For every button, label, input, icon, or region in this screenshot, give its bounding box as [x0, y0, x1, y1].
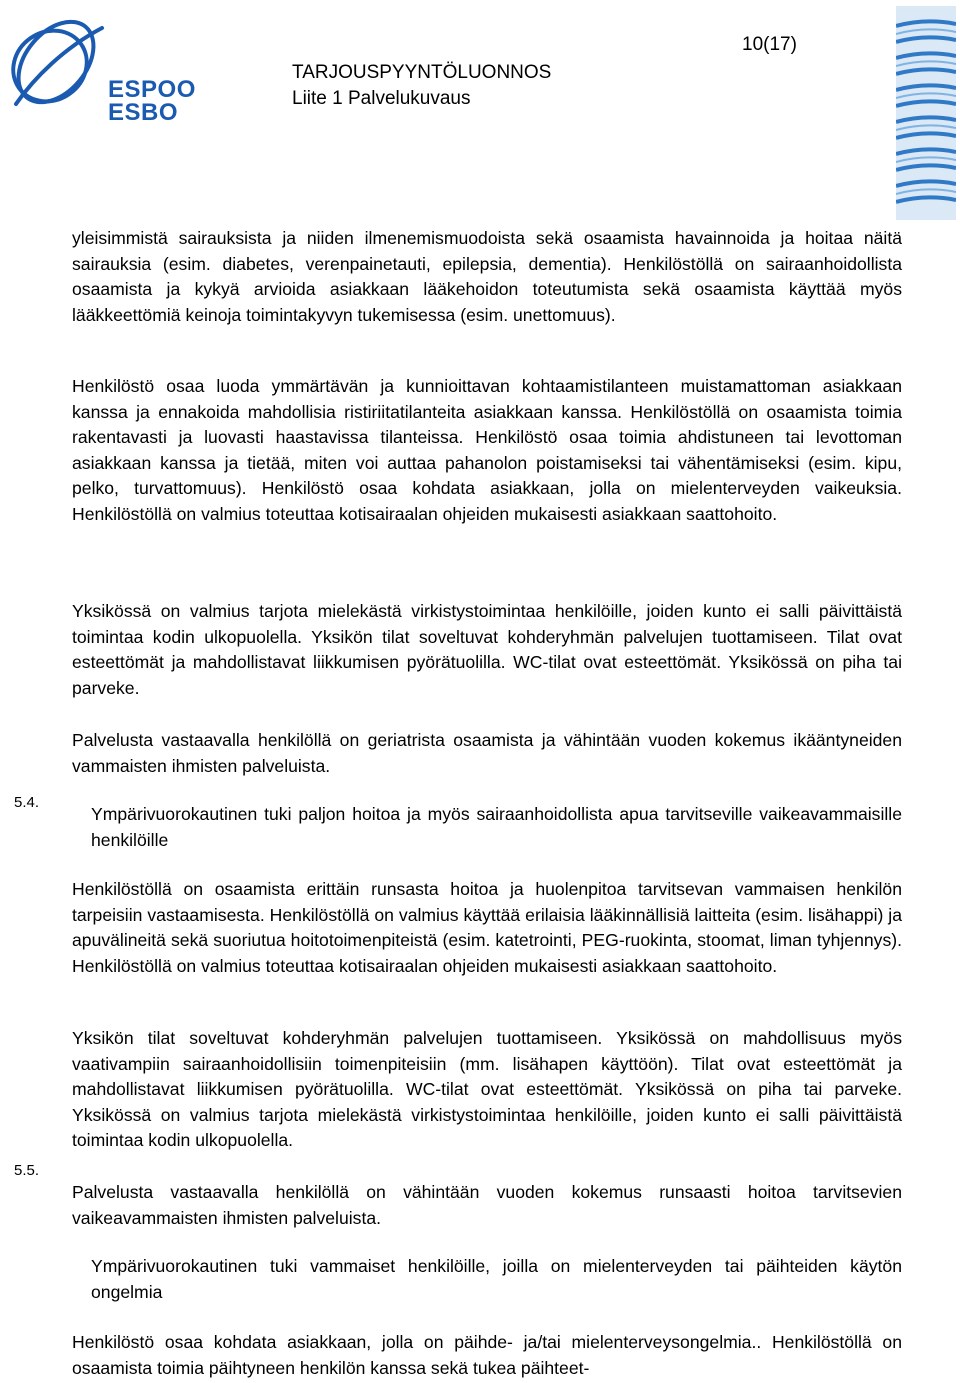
paragraph-7: Palvelusta vastaavalla henkilöllä on vähintään vuoden kokemus runsaasti hoitoa tarvitsevien vaikeavammaisten ihmisten palveluista.: [72, 1182, 902, 1228]
section-number-5-5: 5.5.: [14, 1162, 40, 1179]
paragraph-1: yleisimmistä sairauksista ja niiden ilmenemismuodoista sekä osaamista havainnoida ja hoitaa näitä sairauksia (esim. diabetes, verenpainetauti, epilepsia, dementia). Henkilöstöllä on sairaanhoidollista osaamista ja kykyä arvioida asiakkaan lääkehoidon toteutumista sekä osaamista käyttää myös lääkkeettömiä keinoja toimintakyvyn tukemisessa (esim. unettomuus).: [72, 228, 902, 325]
decorative-wave-stripes-icon: [896, 6, 956, 220]
paragraph-6: Yksikön tilat soveltuvat kohderyhmän palvelujen tuottamiseen. Yksikössä on mahdollisuus myös vaativampiin sairaanhoidollisiin toimenpiteisiin (mm. lisähapen käyttöön). Tilat ovat esteettömät ja mahdollistavat liikkumisen pyörätuolilla. WC-tilat ovat esteettömät. Yksikössä on piha tai parveke. Yksikössä on valmius tarjota mielekästä virkistystoimintaa henkilöille, joiden kunto ei salli päivittäistä toimintaa kodin ulkopuolella.: [72, 1028, 902, 1150]
document-header: [292, 60, 551, 112]
paragraph-4: Palvelusta vastaavalla henkilöllä on geriatrista osaamista ja vähintään vuoden kokemus ikääntyneiden vammaisten ihmisten palveluista.: [72, 730, 902, 776]
section-title-5-5: Ympärivuorokautinen tuki vammaiset henkilöille, joilla on mielenterveyden tai päihteiden käytön ongelmia: [91, 1256, 902, 1302]
document-subtitle: Liite 1 Palvelukuvaus: [292, 88, 471, 109]
section-title-5-4: Ympärivuorokautinen tuki paljon hoitoa ja myös sairaanhoidollista apua tarvitseville vaikeavammaisille henkilöille: [91, 804, 902, 850]
paragraph-2: Henkilöstö osaa luoda ymmärtävän ja kunnioittavan kohtaamistilanteen muistamattoman asiakkaan kanssa ja ennakoida mahdollisia ristiriitatilanteita asiakkaan kanssa. Henkilöstöllä on osaamista toimia rakentavasti ja luovasti haastavissa tilanteissa. Henkilöstö osaa toimia ahdistuneen tai levottoman asiakkaan kanssa ja tietää, miten voi auttaa pahanolon poistamiseksi tai vähentämiseksi (esim. kipu, pelko, turvattomuus). Henkilöstö osaa kohdata asiakkaan, jolla on mielenterveyden vaikeuksia. Henkilöstöllä on valmius toteuttaa kotisairaalan ohjeiden mukaisesti asiakkaan saattohoito.: [72, 376, 902, 524]
paragraph-8: Henkilöstö osaa kohdata asiakkaan, jolla on päihde- ja/tai mielenterveysongelmia.. Henkilöstöllä on osaamista toimia päihtyneen henkilön kanssa sekä tukea päihteet-: [72, 1332, 902, 1378]
document-title: TARJOUSPYYNTÖLUONNOS: [292, 62, 552, 83]
logo-text-espoo: ESPOO: [108, 76, 196, 103]
section-number-5-4: 5.4.: [14, 794, 40, 811]
paragraph-3: Yksikössä on valmius tarjota mielekästä virkistystoimintaa henkilöille, joiden kunto ei salli päivittäistä toimintaa kodin ulkopuolella. Yksikön tilat soveltuvat kohderyhmän palvelujen tuottamiseen. Tilat ovat esteettömät ja mahdollistavat liikkumisen pyörätuolilla. WC-tilat ovat esteettömät. Yksikössä on piha tai parveke.: [72, 601, 902, 698]
paragraph-5: Henkilöstöllä on osaamista erittäin runsasta hoitoa ja huolenpitoa tarvitsevan vammaisen henkilön tarpeisiin vastaamisesta. Henkilöstöllä on valmius käyttää erilaisia lääkinnällisiä laitteita (esim. lisähappi) ja apuvälineitä sekä suoriutua hoitotoimenpiteistä (esim. katetrointi, PEG-ruokinta, stoomat, liman tyhjennys). Henkilöstöllä on valmius toteuttaa kotisairaalan ohjeiden mukaisesti asiakkaan saattohoito.: [72, 879, 902, 976]
espoo-logo-mark-icon: [4, 8, 114, 124]
page-number: 10(17): [742, 34, 797, 55]
espoo-logo: [4, 8, 194, 124]
logo-text-esbo: ESBO: [108, 99, 179, 126]
